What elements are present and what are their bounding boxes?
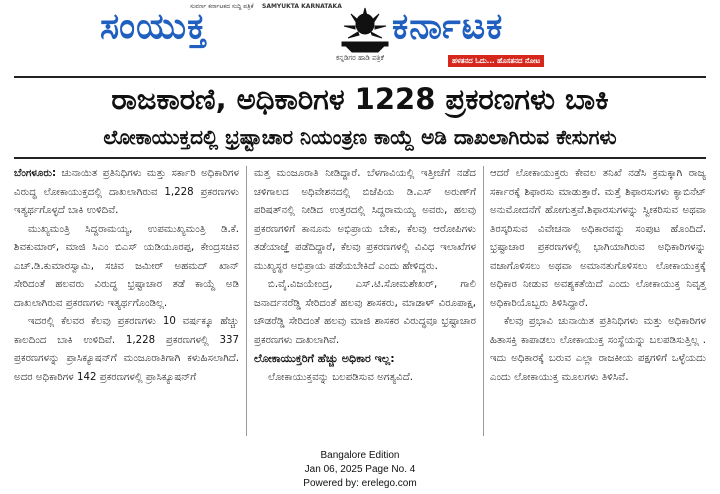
article-column-3: [490, 165, 706, 445]
emblem-logo: [334, 6, 396, 54]
date-page-label: Jan 06, 2025 Page No. 4: [304, 464, 416, 475]
paragraph: [14, 165, 239, 221]
page-footer: [0, 449, 720, 491]
powered-by-label: Powered by: erelego.com: [303, 478, 417, 489]
article-headline: ರಾಜಕಾರಣಿ, ಅಧಿಕಾರಿಗಳ 1228 ಪ್ರಕರಣಗಳು ಬಾಕಿ: [111, 82, 609, 116]
paragraph-text: ಚುನಾಯಿತ ಪ್ರತಿನಿಧಿಗಳು ಮತ್ತು ಸರ್ಕಾರಿ ಅಧಿಕಾರಿಗಳ ವಿರುದ್ಧ ಲೋಕಾಯುಕ್ತದಲ್ಲಿ ದಾಖಲಾಗಿರುವ 1,228 ಪ್ರಕರಣಗಳು ಇತ್ಯರ್ಥಗೊಳ್ಳದೆ ಬಾಕಿ ಉಳಿದಿವೆ.: [14, 168, 239, 216]
edition-label: Bangalore Edition: [320, 450, 400, 461]
dateline: ಬೆಂಗಳೂರು:: [14, 168, 57, 179]
article-subheadline: ಲೋಕಾಯುಕ್ತದಲ್ಲಿ ಭ್ರಷ್ಟಾಚಾರ ನಿಯಂತ್ರಣ ಕಾಯ್ದೆ ಅಡಿ ದಾಖಲಾಗಿರುವ ಕೇಸುಗಳು: [103, 125, 617, 149]
masthead-slogan-badge: ಹಳತನದ ಓದು... ಹೊಸತನದ ನೋಟ: [448, 55, 544, 67]
masthead-name-right: ಕರ್ನಾಟಕ: [392, 6, 504, 47]
paragraph: ಮತ್ತ ಮಂಜೂರಾತಿ ನೀಡಿದ್ದಾರೆ. ಬೆಳಗಾವಿಯಲ್ಲಿ ಇತ್ತೀಚೆಗೆ ನಡೆದ ಚಳಿಗಾಲದ ಅಧಿವೇಶನದಲ್ಲಿ ಬಿಜೆಪಿಯ ಡಿ.ಎಸ್ ಅರುಣ್‌ಗೆ ಪರಿಷತ್‌ನಲ್ಲಿ ನೀಡಿದ ಉತ್ತರದಲ್ಲಿ ಸಿದ್ದರಾಮಯ್ಯ ಅವರು, ಹಲವು ಪ್ರಕರಣಗಳಿಗೆ ಕಾನೂನು ಅಭಿಪ್ರಾಯ ಬೇಕು, ಕೆಲವು ಆರೋಪಿಗಳು ತಡೆಯಾಜ್ಞೆ ಪಡೆದಿದ್ದಾರೆ, ಕೆಲವು ಪ್ರಕರಣಗಳಲ್ಲಿ ವಿವಿಧ ಇಲಾಖೆಗಳ ಮುಖ್ಯಸ್ಥರ ಅಭಿಪ್ರಾಯ ಪಡೆಯಬೇಕಿದೆ ಎಂದು ಹೇಳಿದ್ದರು.: [254, 168, 476, 272]
masthead-tagline: ಸುವರ್ಣ ಕರ್ನಾಟಕದ ಸುದ್ದಿ ಪತ್ರಿಕೆ: [190, 3, 254, 10]
article-column-2: [254, 165, 476, 445]
paragraph: ಇದರಲ್ಲಿ ಕೆಲವರ ಕೆಲವು ಪ್ರಕರಣಗಳು 10 ವರ್ಷಕ್ಕೂ ಹೆಚ್ಚು ಕಾಲದಿಂದ ಬಾಕಿ ಉಳಿದಿವೆ. 1,228 ಪ್ರಕರಣಗಳಲ್ಲಿ 337 ಪ್ರಕರಣಗಳನ್ನು ಪ್ರಾಸಿಕ್ಯೂಷನ್‌ಗೆ ಮಂಜೂರಾತಿಗಾಗಿ ಕಳುಹಿಸಲಾಗಿದೆ. ಅದರ ಅಧಿಕಾರಿಗಳ 142 ಪ್ರಕರಣಗಳಲ್ಲಿ ಪ್ರಾಸಿಕ್ಯೂಷನ್‌ಗೆ: [14, 316, 239, 383]
column-divider: [246, 166, 247, 436]
paragraph: ಮುಖ್ಯಮಂತ್ರಿ ಸಿದ್ದರಾಮಯ್ಯ, ಉಪಮುಖ್ಯಮಂತ್ರಿ ಡಿ.ಕೆ. ಶಿವಕುಮಾರ್, ಮಾಜಿ ಸಿಎಂ ಬಿಎಸ್ ಯಡಿಯೂರಪ್ಪ, ಕೇಂದ್ರಸಚಿವ ಎಚ್.ಡಿ.ಕುಮಾರಸ್ವಾಮಿ, ಸಚಿವ ಜಮೀರ್ ಅಹಮದ್ ಖಾನ್ ಸೇರಿದಂತೆ ಹಲವರು ವಿರುದ್ಧ ಭ್ರಷ್ಟಾಚಾರ ತಡೆ ಕಾಯ್ದೆ ಅಡಿ ದಾಖಲಾಗಿರುವ ಪ್ರಕರಣಗಳು ಇತ್ಯರ್ಥಗೊಂಡಿಲ್ಲ.: [14, 223, 239, 309]
paragraph: ಆದರೆ ಲೋಕಾಯುಕ್ತರು ಕೇವಲ ತನಿಖೆ ನಡೆಸಿ ಕ್ರಮಕ್ಕಾಗಿ ರಾಜ್ಯ ಸರ್ಕಾರಕ್ಕೆ ಶಿಫಾರಸು ಮಾಡುತ್ತಾರೆ. ಮತ್ತೆ ಶಿಫಾರಸುಗಳು ಕ್ಯಾಬಿನೆಟ್ ಅನುಮೋದನೆಗೆ ಹೋಗುತ್ತವೆ.ಶಿಫಾರಸುಗಳನ್ನು ಸ್ವೀಕರಿಸುವ ಅಥವಾ ತಿರಸ್ಕರಿಸುವ ವಿವೇಚನಾ ಅಧಿಕಾರವನ್ನು ಸಂಪುಟ ಹೊಂದಿದೆ. ಭ್ರಷ್ಟಾಚಾರ ಪ್ರಕರಣಗಳಲ್ಲಿ ಭಾಗಿಯಾಗಿರುವ ಅಧಿಕಾರಿಗಳನ್ನು ವಜಾಗೊಳಿಸಲು ಅಥವಾ ಅಮಾನತುಗೊಳಿಸಲು ಲೋಕಾಯುಕ್ತಕ್ಕೆ ಅಧಿಕಾರ ನೀಡುವ ಅವಶ್ಯಕತೆಯಿದೆ ಎಂದು ಲೋಕಾಯುಕ್ತ ನಿವೃತ್ತ ಅಧಿಕಾರಿಯೊಬ್ಬರು ತಿಳಿಸಿದ್ದಾರೆ.: [490, 168, 706, 309]
masthead: [0, 0, 720, 72]
paragraph: ಲೋಕಾಯುಕ್ತವನ್ನು ಬಲಪಡಿಸುವ ಅಗತ್ಯವಿದೆ.: [268, 371, 413, 383]
masthead-english-name: SAMYUKTA KARNATAKA: [262, 3, 342, 10]
masthead-name-left: ಸಂಯುಕ್ತ: [100, 6, 208, 47]
emblem-caption: ಕನ್ನಡಿಗರ ಹಾಡಿ ಪತ್ರಿಕೆ: [336, 54, 384, 62]
column-divider: [483, 166, 484, 436]
section-subhead: ಲೋಕಾಯುಕ್ತರಿಗೆ ಹೆಚ್ಚು ಅಧಿಕಾರ ಇಲ್ಲ:: [254, 352, 395, 365]
article-column-1: [14, 165, 239, 445]
headline-divider: [14, 157, 706, 159]
paragraph: ಬಿ.ವೈ.ವಿಜಯೇಂದ್ರ, ಎಸ್.ಟಿ.ಸೋಮಶೇಖರ್, ಗಾಲಿ ಜನಾರ್ದನರೆಡ್ಡಿ ಸೇರಿದಂತೆ ಹಲವು ಶಾಸಕರು, ಮಾಡಾಳ್ ವಿರೂಪಾಕ್ಷ, ಚೌಡರೆಡ್ಡಿ ಸೇರಿದಂತೆ ಹಲವು ಮಾಜಿ ಶಾಸಕರ ವಿರುದ್ಧವೂ ಭ್ರಷ್ಟಾಚಾರ ಪ್ರಕರಣಗಳು ದಾಖಲಾಗಿವೆ.: [254, 279, 476, 346]
paragraph: ಕೆಲವು ಪ್ರಭಾವಿ ಚುನಾಯಿತ ಪ್ರತಿನಿಧಿಗಳು ಮತ್ತು ಅಧಿಕಾರಿಗಳ ಹಿತಾಸಕ್ತಿ ಕಾಪಾಡಲು ಲೋಕಾಯುಕ್ತ ಸಂಸ್ಥೆಯನ್ನು ಬಲಪಡಿಸುತ್ತಿಲ್ಲ . ಇದು ಅಧಿಕಾರಕ್ಕೆ ಬರುವ ಎಲ್ಲಾ ರಾಜಕೀಯ ಪಕ್ಷಗಳಿಗೆ ಒಳ್ಳೆಯದು ಎಂದು ಲೋಕಾಯುಕ್ತ ಮೂಲಗಳು ತಿಳಿಸಿವೆ.: [490, 316, 706, 383]
masthead-divider: [14, 76, 706, 78]
